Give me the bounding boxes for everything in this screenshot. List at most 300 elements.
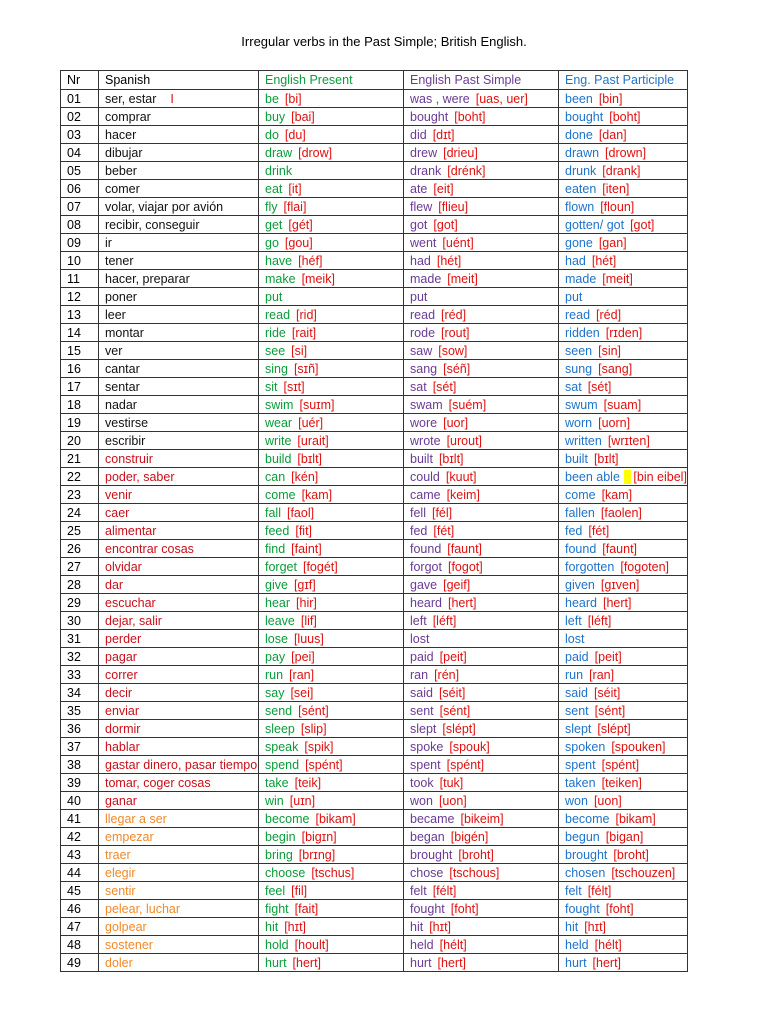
table-row bbox=[61, 648, 688, 666]
table-row bbox=[61, 558, 688, 576]
present-pronunciation: [bigɪn] bbox=[301, 829, 337, 844]
header-spanish: Spanish bbox=[99, 71, 259, 90]
past-participle-word: had bbox=[565, 253, 586, 268]
past-simple-word: brought bbox=[410, 847, 453, 862]
cell-spanish bbox=[99, 324, 259, 342]
cell-spanish bbox=[99, 216, 259, 234]
cell-spanish bbox=[99, 828, 259, 846]
present-word: lose bbox=[265, 631, 288, 646]
present-word: take bbox=[265, 775, 289, 790]
past-participle-word: worn bbox=[565, 415, 593, 430]
present-pronunciation: [hɪt] bbox=[284, 919, 307, 934]
present-word: say bbox=[265, 685, 285, 700]
present-pronunciation: [fit] bbox=[295, 523, 313, 538]
past-simple-pronunciation: [kuut] bbox=[445, 469, 477, 484]
past-simple-word: ate bbox=[410, 181, 428, 196]
cell-past-participle bbox=[559, 684, 688, 702]
cell-spanish bbox=[99, 684, 259, 702]
present-word: draw bbox=[265, 145, 293, 160]
cell-present bbox=[259, 396, 404, 414]
header-present: English Present bbox=[259, 71, 404, 90]
cell-spanish bbox=[99, 900, 259, 918]
past-simple-pronunciation: [slépt] bbox=[442, 721, 476, 736]
cell-present bbox=[259, 468, 404, 486]
past-simple-word: felt bbox=[410, 883, 427, 898]
cell-present bbox=[259, 216, 404, 234]
spanish-word: correr bbox=[105, 667, 138, 682]
past-participle-pronunciation: [faolen] bbox=[600, 505, 642, 520]
present-pronunciation: [brɪng] bbox=[298, 847, 336, 862]
present-pronunciation: [pei] bbox=[291, 649, 315, 664]
present-word: wear bbox=[265, 415, 293, 430]
past-simple-pronunciation: [suém] bbox=[448, 397, 487, 412]
cell-nr: 24 bbox=[61, 504, 99, 522]
past-participle-word: swum bbox=[565, 397, 598, 412]
present-word: be bbox=[265, 91, 279, 106]
past-participle-pronunciation: [bin eibel] bbox=[633, 469, 687, 484]
table-row bbox=[61, 432, 688, 450]
table-row bbox=[61, 810, 688, 828]
present-word: feed bbox=[265, 523, 290, 538]
verbs-table bbox=[60, 70, 688, 972]
past-simple-word: flew bbox=[410, 199, 433, 214]
past-simple-word: got bbox=[410, 217, 428, 232]
text-cursor-icon: I bbox=[170, 91, 174, 106]
cell-past-participle bbox=[559, 432, 688, 450]
past-participle-pronunciation: [hert] bbox=[592, 955, 622, 970]
present-word: fall bbox=[265, 505, 281, 520]
table-row bbox=[61, 90, 688, 108]
past-simple-word: made bbox=[410, 271, 442, 286]
cell-spanish bbox=[99, 432, 259, 450]
spanish-word: tomar, coger cosas bbox=[105, 775, 211, 790]
present-word: forget bbox=[265, 559, 297, 574]
past-participle-word: put bbox=[565, 289, 583, 304]
spanish-word: doler bbox=[105, 955, 133, 970]
past-simple-word: forgot bbox=[410, 559, 442, 574]
cell-spanish bbox=[99, 918, 259, 936]
past-simple-pronunciation: [bɪlt] bbox=[438, 451, 464, 466]
spanish-word: dejar, salir bbox=[105, 613, 162, 628]
past-simple-word: said bbox=[410, 685, 433, 700]
present-pronunciation: [spént] bbox=[305, 757, 343, 772]
present-pronunciation: [lif] bbox=[300, 613, 317, 628]
past-simple-word: spent bbox=[410, 757, 441, 772]
spanish-word: ver bbox=[105, 343, 123, 358]
cell-past-participle bbox=[559, 288, 688, 306]
spanish-word: empezar bbox=[105, 829, 154, 844]
cell-past-participle bbox=[559, 306, 688, 324]
past-participle-word: been bbox=[565, 91, 593, 106]
cell-nr: 04 bbox=[61, 144, 99, 162]
cell-past-participle bbox=[559, 954, 688, 972]
spanish-word: perder bbox=[105, 631, 142, 646]
present-pronunciation: [hir] bbox=[296, 595, 317, 610]
present-word: fight bbox=[265, 901, 289, 916]
past-participle-word: held bbox=[565, 937, 589, 952]
table-row bbox=[61, 360, 688, 378]
past-simple-word: wrote bbox=[410, 433, 441, 448]
spanish-word: dar bbox=[105, 577, 124, 592]
past-simple-word: was , were bbox=[410, 91, 470, 106]
present-pronunciation: [uér] bbox=[298, 415, 324, 430]
past-participle-word: heard bbox=[565, 595, 597, 610]
cell-nr: 31 bbox=[61, 630, 99, 648]
cell-past-simple bbox=[404, 918, 559, 936]
header-past-simple: English Past Simple bbox=[404, 71, 559, 90]
table-row bbox=[61, 918, 688, 936]
past-simple-pronunciation: [got] bbox=[433, 217, 458, 232]
table-row bbox=[61, 306, 688, 324]
cell-spanish bbox=[99, 270, 259, 288]
cell-nr: 35 bbox=[61, 702, 99, 720]
present-word: find bbox=[265, 541, 286, 556]
cell-present bbox=[259, 486, 404, 504]
past-simple-pronunciation: [hert] bbox=[437, 955, 467, 970]
past-participle-pronunciation: [uon] bbox=[593, 793, 622, 808]
cell-past-participle bbox=[559, 90, 688, 108]
table-row bbox=[61, 738, 688, 756]
cell-past-simple bbox=[404, 486, 559, 504]
cell-present bbox=[259, 648, 404, 666]
spanish-word: comer bbox=[105, 181, 140, 196]
cell-past-simple bbox=[404, 180, 559, 198]
table-row bbox=[61, 504, 688, 522]
cell-present bbox=[259, 288, 404, 306]
table-row bbox=[61, 702, 688, 720]
table-row bbox=[61, 666, 688, 684]
spanish-word: escribir bbox=[105, 433, 146, 448]
cell-present bbox=[259, 198, 404, 216]
table-row bbox=[61, 108, 688, 126]
cell-past-simple bbox=[404, 810, 559, 828]
cell-past-participle bbox=[559, 612, 688, 630]
cell-past-participle bbox=[559, 198, 688, 216]
cell-spanish bbox=[99, 882, 259, 900]
cell-spanish bbox=[99, 468, 259, 486]
table-row bbox=[61, 846, 688, 864]
cell-nr: 06 bbox=[61, 180, 99, 198]
past-simple-word: ran bbox=[410, 667, 429, 682]
cell-nr: 21 bbox=[61, 450, 99, 468]
spanish-word: encontrar cosas bbox=[105, 541, 194, 556]
past-participle-word: written bbox=[565, 433, 602, 448]
past-simple-pronunciation: [tuk] bbox=[439, 775, 464, 790]
cell-nr: 18 bbox=[61, 396, 99, 414]
cell-spanish bbox=[99, 288, 259, 306]
past-participle-word: been able bbox=[565, 469, 620, 484]
past-simple-word: sent bbox=[410, 703, 434, 718]
cell-spanish bbox=[99, 342, 259, 360]
past-simple-pronunciation: [fél] bbox=[431, 505, 453, 520]
cell-spanish bbox=[99, 630, 259, 648]
cell-spanish bbox=[99, 756, 259, 774]
cell-nr: 20 bbox=[61, 432, 99, 450]
cell-past-simple bbox=[404, 414, 559, 432]
cell-spanish bbox=[99, 792, 259, 810]
past-simple-pronunciation: [uor] bbox=[443, 415, 469, 430]
cell-nr: 30 bbox=[61, 612, 99, 630]
table-row bbox=[61, 216, 688, 234]
past-participle-pronunciation: [spouken] bbox=[611, 739, 666, 754]
past-participle-pronunciation: [bikam] bbox=[615, 811, 656, 826]
present-word: build bbox=[265, 451, 292, 466]
past-participle-word: slept bbox=[565, 721, 592, 736]
past-participle-pronunciation: [bɪlt] bbox=[593, 451, 619, 466]
past-simple-word: became bbox=[410, 811, 455, 826]
cell-nr: 46 bbox=[61, 900, 99, 918]
cell-spanish bbox=[99, 576, 259, 594]
cell-past-participle bbox=[559, 792, 688, 810]
cell-past-participle bbox=[559, 216, 688, 234]
past-participle-word: sat bbox=[565, 379, 582, 394]
present-pronunciation: [sei] bbox=[290, 685, 314, 700]
table-row bbox=[61, 324, 688, 342]
cell-past-participle bbox=[559, 594, 688, 612]
cell-nr: 13 bbox=[61, 306, 99, 324]
cell-present bbox=[259, 576, 404, 594]
cell-nr: 09 bbox=[61, 234, 99, 252]
cell-nr: 36 bbox=[61, 720, 99, 738]
past-simple-word: gave bbox=[410, 577, 438, 592]
past-participle-pronunciation: [peit] bbox=[594, 649, 622, 664]
past-participle-pronunciation: [meit] bbox=[602, 271, 633, 286]
past-participle-pronunciation: [réd] bbox=[596, 307, 622, 322]
cell-past-participle bbox=[559, 324, 688, 342]
cell-past-simple bbox=[404, 234, 559, 252]
cell-past-simple bbox=[404, 648, 559, 666]
present-word: sleep bbox=[265, 721, 295, 736]
cell-present bbox=[259, 702, 404, 720]
spanish-word: ser, estar bbox=[105, 91, 157, 106]
cell-past-simple bbox=[404, 360, 559, 378]
present-pronunciation: [spik] bbox=[304, 739, 334, 754]
cell-past-simple bbox=[404, 792, 559, 810]
cell-present bbox=[259, 522, 404, 540]
cell-spanish bbox=[99, 360, 259, 378]
spanish-word: decir bbox=[105, 685, 133, 700]
present-pronunciation: [gɪf] bbox=[293, 577, 316, 592]
present-pronunciation: [hoult] bbox=[294, 937, 329, 952]
past-simple-word: drew bbox=[410, 145, 438, 160]
cell-nr: 38 bbox=[61, 756, 99, 774]
past-participle-pronunciation: [gan] bbox=[598, 235, 627, 250]
past-participle-word: flown bbox=[565, 199, 595, 214]
cell-past-participle bbox=[559, 468, 688, 486]
cell-present bbox=[259, 504, 404, 522]
past-simple-word: came bbox=[410, 487, 441, 502]
cell-present bbox=[259, 414, 404, 432]
past-simple-word: went bbox=[410, 235, 437, 250]
table-row bbox=[61, 468, 688, 486]
table-row bbox=[61, 414, 688, 432]
past-participle-pronunciation: [fogoten] bbox=[620, 559, 669, 574]
table-row bbox=[61, 288, 688, 306]
cell-spanish bbox=[99, 414, 259, 432]
past-simple-word: fell bbox=[410, 505, 426, 520]
past-participle-pronunciation: [fét] bbox=[588, 523, 610, 538]
cell-present bbox=[259, 774, 404, 792]
past-simple-word: held bbox=[410, 937, 434, 952]
past-participle-pronunciation: [dan] bbox=[598, 127, 627, 142]
cell-present bbox=[259, 756, 404, 774]
cell-past-simple bbox=[404, 774, 559, 792]
cell-present bbox=[259, 630, 404, 648]
past-simple-pronunciation: [boht] bbox=[454, 109, 486, 124]
cell-past-simple bbox=[404, 936, 559, 954]
present-pronunciation: [fait] bbox=[294, 901, 319, 916]
cell-nr: 14 bbox=[61, 324, 99, 342]
past-simple-pronunciation: [spént] bbox=[446, 757, 485, 772]
past-participle-word: drawn bbox=[565, 145, 600, 160]
past-participle-word: won bbox=[565, 793, 588, 808]
past-participle-word: spoken bbox=[565, 739, 606, 754]
past-simple-pronunciation: [flieu] bbox=[438, 199, 469, 214]
past-participle-pronunciation: [bigan] bbox=[605, 829, 644, 844]
cell-present bbox=[259, 450, 404, 468]
present-word: send bbox=[265, 703, 293, 718]
cell-nr: 15 bbox=[61, 342, 99, 360]
cell-nr: 12 bbox=[61, 288, 99, 306]
table-row bbox=[61, 954, 688, 972]
past-simple-word: saw bbox=[410, 343, 433, 358]
table-row bbox=[61, 234, 688, 252]
present-pronunciation: [luus] bbox=[293, 631, 324, 646]
spanish-word: construir bbox=[105, 451, 153, 466]
cell-present bbox=[259, 126, 404, 144]
cell-spanish bbox=[99, 486, 259, 504]
past-simple-word: did bbox=[410, 127, 427, 142]
cell-nr: 02 bbox=[61, 108, 99, 126]
cell-present bbox=[259, 954, 404, 972]
past-participle-pronunciation: [wrɪten] bbox=[607, 433, 650, 448]
cell-past-participle bbox=[559, 504, 688, 522]
cell-present bbox=[259, 108, 404, 126]
cell-nr: 39 bbox=[61, 774, 99, 792]
table-row bbox=[61, 630, 688, 648]
past-simple-word: hurt bbox=[410, 955, 432, 970]
present-word: spend bbox=[265, 757, 300, 772]
past-simple-pronunciation: [rén] bbox=[434, 667, 460, 682]
spanish-word: cantar bbox=[105, 361, 140, 376]
cell-past-participle bbox=[559, 702, 688, 720]
spanish-word: ganar bbox=[105, 793, 137, 808]
cell-past-participle bbox=[559, 900, 688, 918]
present-word: put bbox=[265, 289, 283, 304]
spanish-word: enviar bbox=[105, 703, 140, 718]
present-pronunciation: [bai] bbox=[291, 109, 315, 124]
past-simple-word: won bbox=[410, 793, 433, 808]
cell-past-simple bbox=[404, 126, 559, 144]
present-pronunciation: [bikam] bbox=[315, 811, 356, 826]
cell-past-participle bbox=[559, 522, 688, 540]
past-simple-pronunciation: [uént] bbox=[442, 235, 474, 250]
past-participle-pronunciation: [iten] bbox=[602, 181, 630, 196]
past-participle-word: fought bbox=[565, 901, 600, 916]
cell-present bbox=[259, 234, 404, 252]
table-row bbox=[61, 180, 688, 198]
past-simple-pronunciation: [geif] bbox=[443, 577, 471, 592]
past-participle-pronunciation: [slépt] bbox=[597, 721, 631, 736]
past-simple-pronunciation: [fogot] bbox=[447, 559, 483, 574]
cell-past-participle bbox=[559, 360, 688, 378]
cell-spanish bbox=[99, 612, 259, 630]
spanish-word: hacer bbox=[105, 127, 137, 142]
past-simple-pronunciation: [hélt] bbox=[439, 937, 467, 952]
cell-past-simple bbox=[404, 450, 559, 468]
spanish-word: hacer, preparar bbox=[105, 271, 190, 286]
present-pronunciation: [bɪlt] bbox=[297, 451, 323, 466]
header-nr: Nr bbox=[61, 71, 99, 90]
past-simple-word: sat bbox=[410, 379, 427, 394]
past-simple-word: rode bbox=[410, 325, 436, 340]
cell-past-simple bbox=[404, 846, 559, 864]
cell-spanish bbox=[99, 504, 259, 522]
present-pronunciation: [teik] bbox=[294, 775, 322, 790]
cell-present bbox=[259, 936, 404, 954]
cell-past-simple bbox=[404, 576, 559, 594]
past-participle-word: left bbox=[565, 613, 582, 628]
past-simple-pronunciation: [séñ] bbox=[443, 361, 471, 376]
past-participle-pronunciation: [floun] bbox=[600, 199, 635, 214]
cell-past-participle bbox=[559, 720, 688, 738]
past-participle-pronunciation: [félt] bbox=[587, 883, 612, 898]
cell-nr: 32 bbox=[61, 648, 99, 666]
spanish-word: vestirse bbox=[105, 415, 149, 430]
present-word: ride bbox=[265, 325, 286, 340]
past-participle-word: gotten/ got bbox=[565, 217, 625, 232]
present-pronunciation: [fil] bbox=[291, 883, 308, 898]
present-pronunciation: [rait] bbox=[291, 325, 317, 340]
present-pronunciation: [drow] bbox=[298, 145, 333, 160]
cell-present bbox=[259, 306, 404, 324]
past-participle-pronunciation: [uorn] bbox=[598, 415, 631, 430]
cell-past-participle bbox=[559, 108, 688, 126]
table-row bbox=[61, 792, 688, 810]
present-word: sit bbox=[265, 379, 278, 394]
page-title: Irregular verbs in the Past Simple; British English. bbox=[241, 34, 527, 49]
table-row bbox=[61, 828, 688, 846]
past-participle-word: begun bbox=[565, 829, 600, 844]
spanish-word: alimentar bbox=[105, 523, 157, 538]
spanish-word: escuchar bbox=[105, 595, 156, 610]
cell-past-participle bbox=[559, 810, 688, 828]
present-word: bring bbox=[265, 847, 293, 862]
cell-spanish bbox=[99, 396, 259, 414]
cell-nr: 45 bbox=[61, 882, 99, 900]
cell-present bbox=[259, 432, 404, 450]
cell-past-simple bbox=[404, 720, 559, 738]
past-participle-pronunciation: [faunt] bbox=[602, 541, 638, 556]
spanish-word: dibujar bbox=[105, 145, 143, 160]
past-simple-pronunciation: [réd] bbox=[441, 307, 467, 322]
cell-nr: 08 bbox=[61, 216, 99, 234]
past-participle-pronunciation: [foht] bbox=[605, 901, 634, 916]
past-participle-pronunciation: [suam] bbox=[603, 397, 642, 412]
present-word: feel bbox=[265, 883, 286, 898]
present-word: get bbox=[265, 217, 283, 232]
past-participle-word: paid bbox=[565, 649, 589, 664]
table-header-row bbox=[61, 71, 688, 90]
cell-spanish bbox=[99, 594, 259, 612]
cell-present bbox=[259, 864, 404, 882]
cell-present bbox=[259, 90, 404, 108]
cell-past-participle bbox=[559, 648, 688, 666]
past-simple-pronunciation: [uon] bbox=[438, 793, 467, 808]
cell-past-simple bbox=[404, 900, 559, 918]
cell-nr: 22 bbox=[61, 468, 99, 486]
past-participle-word: come bbox=[565, 487, 596, 502]
